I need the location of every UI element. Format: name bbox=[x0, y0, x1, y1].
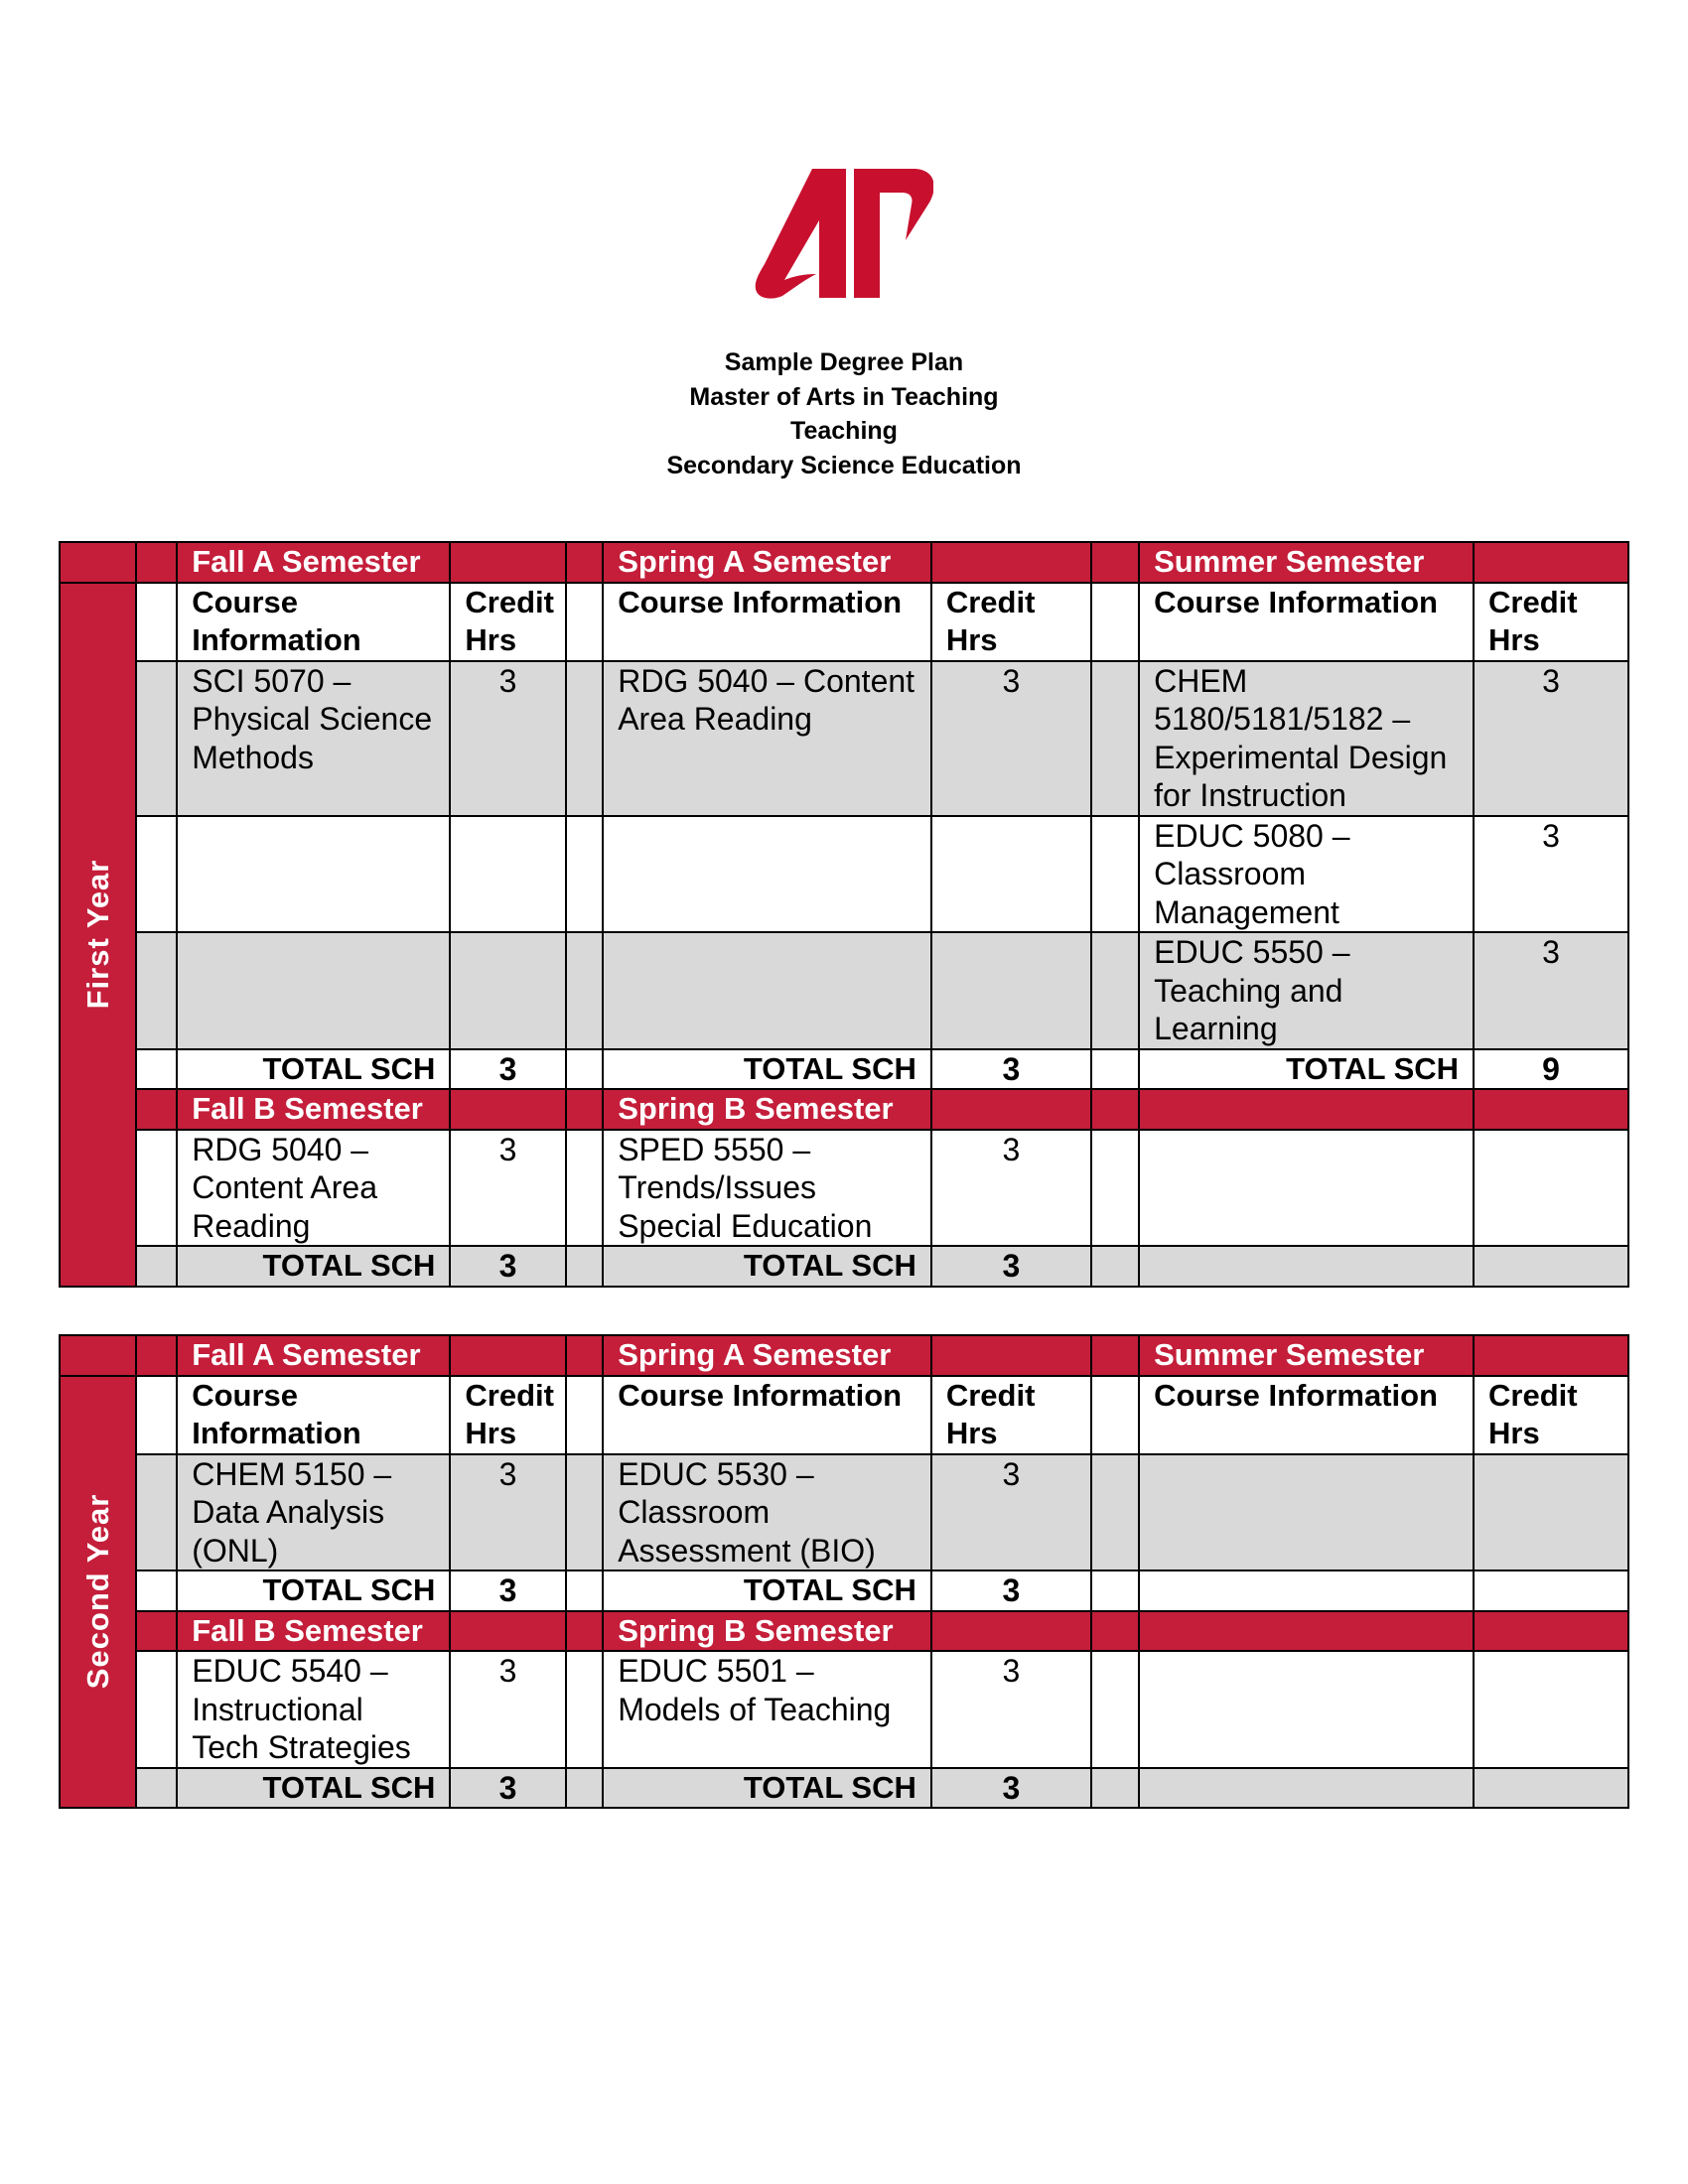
semester-title-fall-a: Fall A Semester bbox=[177, 542, 450, 583]
course-row bbox=[60, 1651, 1628, 1768]
course-credits: 3 bbox=[1474, 816, 1628, 933]
year-label: First Year bbox=[79, 859, 115, 1010]
column-header-credit-hrs: Credit Hrs bbox=[450, 1376, 565, 1454]
total-row bbox=[60, 1570, 1628, 1611]
column-header-course-info: Course Information bbox=[603, 1376, 931, 1454]
total-row bbox=[60, 1049, 1628, 1090]
course-name: EDUC 5540 – Instructional Tech Strategies bbox=[177, 1651, 450, 1768]
course-credits bbox=[450, 932, 565, 1049]
column-header-course-info: Course Information bbox=[1139, 1376, 1474, 1454]
column-header-course-info: Course Information bbox=[177, 583, 450, 661]
total-sch-value bbox=[1474, 1570, 1628, 1611]
course-row bbox=[60, 661, 1628, 816]
total-sch-value: 3 bbox=[450, 1246, 565, 1287]
semester-header-row bbox=[60, 1611, 1628, 1652]
course-credits bbox=[931, 816, 1091, 933]
semester-title-fall-b: Fall B Semester bbox=[177, 1089, 450, 1130]
semester-title-summer: Summer Semester bbox=[1139, 542, 1474, 583]
course-credits: 3 bbox=[1474, 661, 1628, 816]
course-credits bbox=[931, 932, 1091, 1049]
year-label-cell bbox=[60, 583, 136, 1287]
title-line-program: Teaching bbox=[790, 417, 898, 445]
course-name bbox=[177, 932, 450, 1049]
total-sch-value: 3 bbox=[931, 1049, 1091, 1090]
column-header-credit-hrs: Credit Hrs bbox=[931, 1376, 1091, 1454]
semester-title-fall-b: Fall B Semester bbox=[177, 1611, 450, 1652]
course-name bbox=[603, 816, 931, 933]
total-sch-value: 3 bbox=[931, 1768, 1091, 1809]
total-sch-label: TOTAL SCH bbox=[603, 1570, 931, 1611]
course-credits: 3 bbox=[931, 661, 1091, 816]
course-name: SCI 5070 – Physical Science Methods bbox=[177, 661, 450, 816]
column-header-course-info: Course Information bbox=[603, 583, 931, 661]
course-name bbox=[603, 932, 931, 1049]
course-credits: 3 bbox=[1474, 932, 1628, 1049]
semester-header-row bbox=[60, 542, 1628, 583]
total-sch-label: TOTAL SCH bbox=[603, 1246, 931, 1287]
semester-header-row bbox=[60, 1089, 1628, 1130]
semester-title-spring-a: Spring A Semester bbox=[603, 542, 931, 583]
total-sch-label: TOTAL SCH bbox=[603, 1768, 931, 1809]
total-sch-label: TOTAL SCH bbox=[177, 1570, 450, 1611]
course-credits: 3 bbox=[450, 1454, 565, 1571]
total-row bbox=[60, 1768, 1628, 1809]
course-row bbox=[60, 1130, 1628, 1247]
semester-title-spring-a: Spring A Semester bbox=[603, 1335, 931, 1376]
total-row bbox=[60, 1246, 1628, 1287]
course-name: EDUC 5080 – Classroom Management bbox=[1139, 816, 1474, 933]
total-sch-label: TOTAL SCH bbox=[177, 1768, 450, 1809]
total-sch-label: TOTAL SCH bbox=[177, 1049, 450, 1090]
total-sch-label: TOTAL SCH bbox=[177, 1246, 450, 1287]
course-credits bbox=[450, 816, 565, 933]
column-header-row bbox=[60, 583, 1628, 661]
course-row bbox=[60, 932, 1628, 1049]
course-name bbox=[177, 816, 450, 933]
course-name: EDUC 5550 – Teaching and Learning bbox=[1139, 932, 1474, 1049]
column-header-credit-hrs: Credit Hrs bbox=[1474, 1376, 1628, 1454]
course-credits bbox=[1474, 1454, 1628, 1571]
course-credits: 3 bbox=[450, 661, 565, 816]
year-label-cell bbox=[60, 1376, 136, 1809]
course-name: CHEM 5150 – Data Analysis (ONL) bbox=[177, 1454, 450, 1571]
title-line-concentration: Secondary Science Education bbox=[666, 451, 1022, 479]
year-label: Second Year bbox=[79, 1493, 115, 1690]
total-sch-value: 3 bbox=[450, 1570, 565, 1611]
document-title bbox=[0, 345, 1688, 482]
column-header-course-info: Course Information bbox=[177, 1376, 450, 1454]
semester-header-row bbox=[60, 1335, 1628, 1376]
column-header-credit-hrs: Credit Hrs bbox=[450, 583, 565, 661]
course-credits: 3 bbox=[450, 1130, 565, 1247]
total-sch-label: TOTAL SCH bbox=[603, 1049, 931, 1090]
course-name bbox=[1139, 1454, 1474, 1571]
total-sch-value: 3 bbox=[931, 1246, 1091, 1287]
semester-title-summer: Summer Semester bbox=[1139, 1335, 1474, 1376]
total-sch-label: TOTAL SCH bbox=[1139, 1049, 1474, 1090]
column-header-credit-hrs: Credit Hrs bbox=[931, 583, 1091, 661]
ap-logo-icon bbox=[755, 169, 933, 308]
column-header-credit-hrs: Credit Hrs bbox=[1474, 583, 1628, 661]
semester-title-spring-b: Spring B Semester bbox=[603, 1611, 931, 1652]
column-header-course-info: Course Information bbox=[1139, 583, 1474, 661]
column-header-row bbox=[60, 1376, 1628, 1454]
total-sch-value: 3 bbox=[450, 1768, 565, 1809]
course-name: SPED 5550 – Trends/Issues Special Education bbox=[603, 1130, 931, 1247]
course-credits: 3 bbox=[450, 1651, 565, 1768]
first-year-table bbox=[59, 541, 1629, 1288]
course-name: EDUC 5530 – Classroom Assessment (BIO) bbox=[603, 1454, 931, 1571]
semester-title-spring-b: Spring B Semester bbox=[603, 1089, 931, 1130]
course-row bbox=[60, 816, 1628, 933]
total-sch-value: 3 bbox=[931, 1570, 1091, 1611]
course-name: CHEM 5180/5181/5182 – Experimental Design for Instruction bbox=[1139, 661, 1474, 816]
course-name: EDUC 5501 – Models of Teaching bbox=[603, 1651, 931, 1768]
total-sch-value: 3 bbox=[450, 1049, 565, 1090]
second-year-table bbox=[59, 1334, 1629, 1809]
course-row bbox=[60, 1454, 1628, 1571]
course-credits: 3 bbox=[931, 1130, 1091, 1247]
total-sch-value: 9 bbox=[1474, 1049, 1628, 1090]
course-credits: 3 bbox=[931, 1651, 1091, 1768]
course-name: RDG 5040 – Content Area Reading bbox=[177, 1130, 450, 1247]
course-credits: 3 bbox=[931, 1454, 1091, 1571]
title-line-degree: Master of Arts in Teaching bbox=[689, 382, 999, 411]
title-line-plan: Sample Degree Plan bbox=[724, 348, 964, 376]
semester-title-fall-a: Fall A Semester bbox=[177, 1335, 450, 1376]
course-name: RDG 5040 – Content Area Reading bbox=[603, 661, 931, 816]
